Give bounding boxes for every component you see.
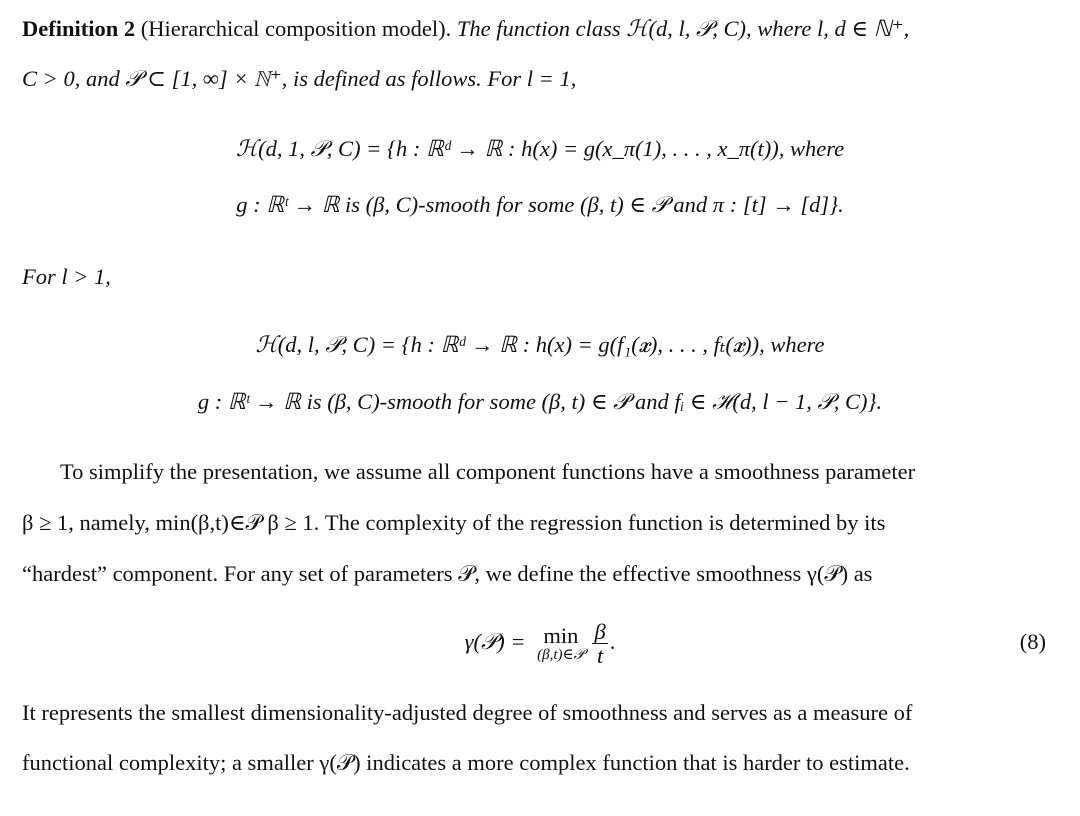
- definition-line-1: [22, 14, 1046, 44]
- equation-8: [0, 612, 1080, 672]
- equation-recursive-line-2: g : ℝᵗ → ℝ is (β, C)-smooth for some (β, t) ∈ 𝒫 and fᵢ ∈ ℋ(d, l − 1, 𝒫, C)}.: [197, 389, 883, 414]
- equation-recursive-line-1: ℋ(d, l, 𝒫, C) = {h : ℝᵈ → ℝ : h(x) = g(f₁(𝒙), . . . , fₜ(𝒙)), where: [255, 332, 825, 357]
- equation-base-line-2: g : ℝᵗ → ℝ is (β, C)-smooth for some (β, t) ∈ 𝒫 and π : [t] → [d]}.: [236, 192, 844, 217]
- equation-8-fraction: [592, 620, 607, 668]
- fraction-numerator: β: [594, 618, 606, 644]
- paragraph-1-line-3: “hardest” component. For any set of parameters 𝒫, we define the effective smoothness γ(𝒫) as: [22, 561, 873, 586]
- paragraph-2-line-1: It represents the smallest dimensionality-adjusted degree of smoothness and serves as a measure of: [22, 700, 913, 725]
- min-label: min: [543, 623, 579, 649]
- paragraph-1-line-1: To simplify the presentation, we assume all component functions have a smoothness parameter: [60, 459, 916, 484]
- definition-text: The function class ℋ(d, l, 𝒫, C), where l, d ∈ ℕ⁺,: [456, 16, 910, 41]
- equation-8-min-operator: [537, 625, 584, 663]
- definition-title: (Hierarchical composition model).: [140, 16, 452, 41]
- equation-8-period: .: [609, 629, 616, 654]
- paragraph-1-line-2: β ≥ 1, namely, min(β,t)∈𝒫 β ≥ 1. The complexity of the regression function is determined by its: [22, 510, 886, 535]
- definition-label: Definition 2: [22, 16, 136, 41]
- equation-base-line-1: ℋ(d, 1, 𝒫, C) = {h : ℝᵈ → ℝ : h(x) = g(x_π(1), . . . , x_π(t)), where: [235, 136, 845, 161]
- equation-number: (8): [1019, 629, 1046, 654]
- for-l-greater-than-1: For l > 1,: [22, 264, 111, 289]
- paragraph-2-line-2: functional complexity; a smaller γ(𝒫) indicates a more complex function that is harder to estimate.: [22, 750, 910, 775]
- min-subscript: (β,t)∈𝒫: [537, 646, 585, 663]
- definition-line-2: C > 0, and 𝒫 ⊂ [1, ∞] × ℕ⁺, is defined as follows. For l = 1,: [22, 66, 577, 91]
- equation-8-lhs: γ(𝒫) =: [464, 629, 526, 654]
- fraction-denominator: t: [596, 643, 604, 669]
